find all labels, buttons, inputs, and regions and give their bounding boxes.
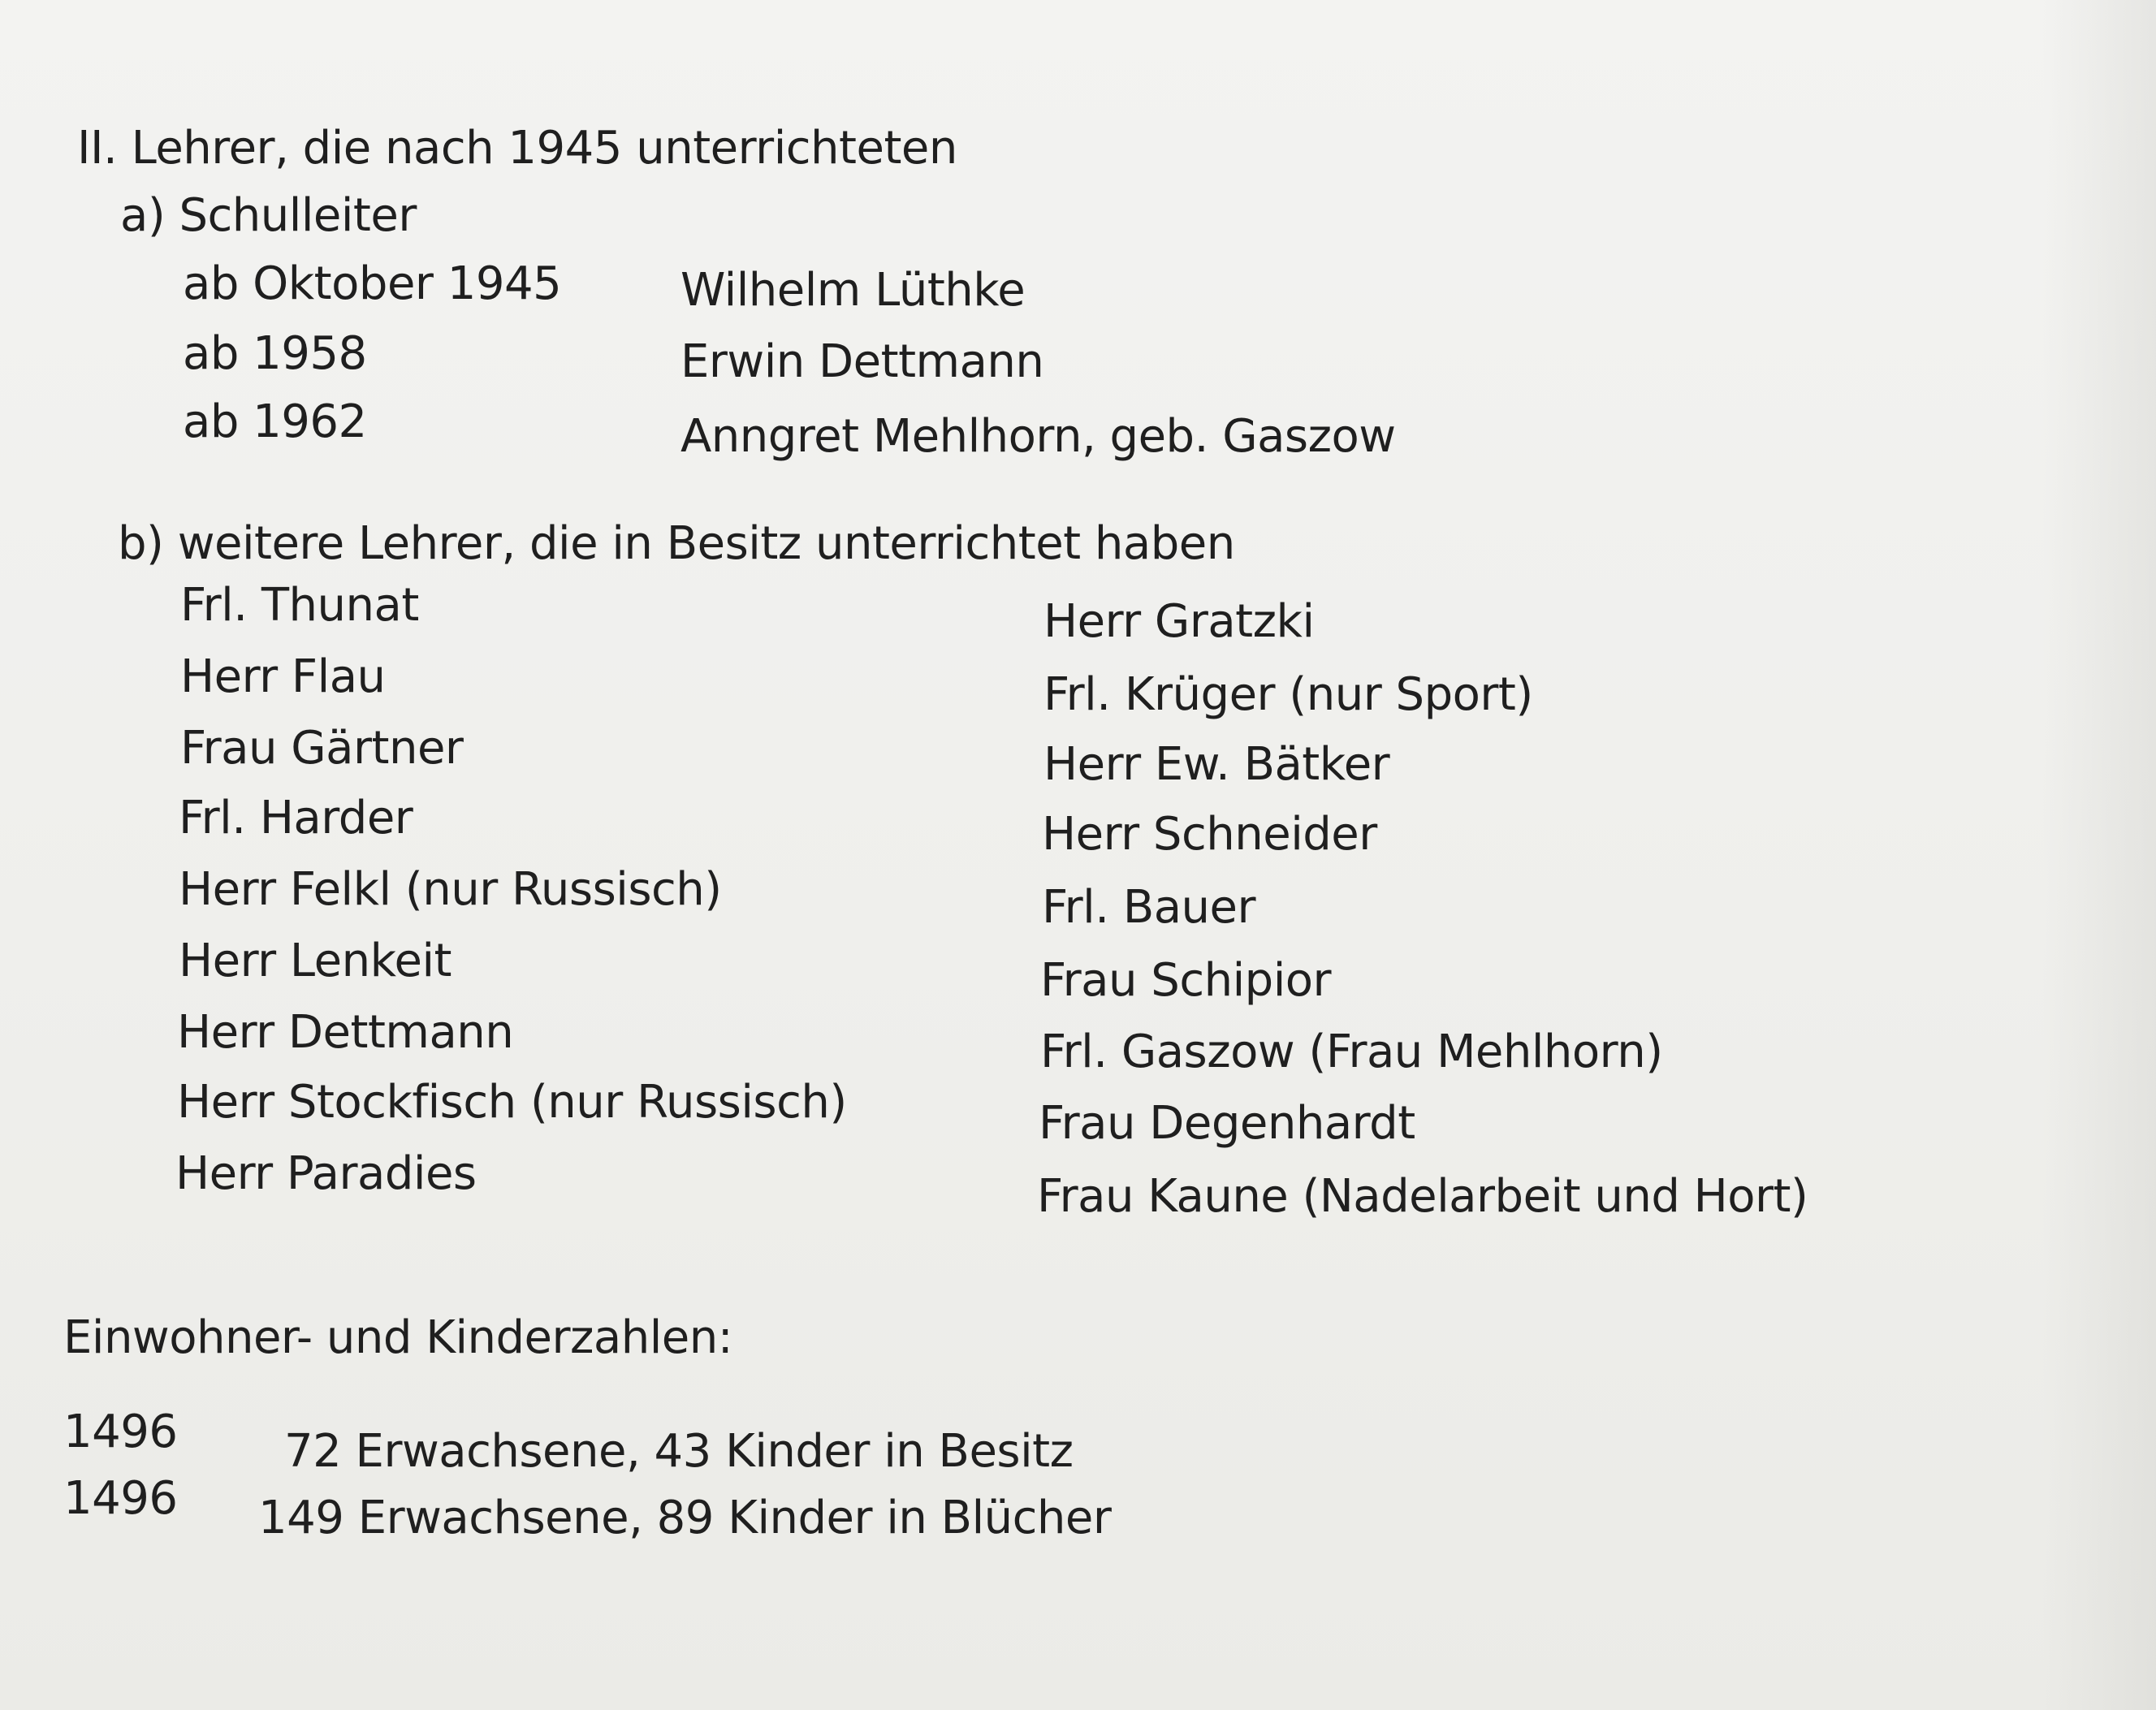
population-detail: 72 Erwachsene, 43 Kinder in Besitz [284,1425,1074,1478]
teacher-right: Herr Schneider [1042,808,1377,861]
teacher-right: Frau Degenhardt [1039,1097,1415,1150]
principal-period: ab Oktober 1945 [183,257,562,310]
teacher-right: Herr Gratzki [1043,595,1315,648]
population-heading: Einwohner- und Kinderzahlen: [63,1311,733,1364]
principal-period: ab 1962 [183,395,367,448]
principal-name: Erwin Dettmann [681,335,1044,388]
teacher-right: Herr Ew. Bätker [1043,738,1390,791]
principal-period: ab 1958 [183,327,367,380]
teacher-left: Herr Flau [180,650,386,703]
teacher-right: Frau Kaune (Nadelarbeit und Hort) [1037,1170,1808,1223]
teacher-right: Frl. Krüger (nur Sport) [1043,668,1533,721]
teacher-left: Herr Lenkeit [179,935,452,987]
principal-name: Wilhelm Lüthke [681,264,1026,317]
page-edge-shadow [2042,0,2156,1710]
population-year: 1496 [63,1406,178,1458]
teacher-right: Frl. Bauer [1042,881,1256,934]
principal-name: Anngret Mehlhorn, geb. Gaszow [681,410,1396,463]
section-heading: II. Lehrer, die nach 1945 unterrichteten [77,122,957,175]
teacher-left: Frl. Thunat [180,579,419,632]
population-detail: 149 Erwachsene, 89 Kinder in Blücher [258,1492,1112,1544]
teacher-left: Frau Gärtner [180,722,464,775]
section-b-label: b) weitere Lehrer, die in Besitz unterrichtet haben [118,517,1235,570]
teacher-left: Herr Paradies [175,1147,477,1200]
teacher-left: Herr Felkl (nur Russisch) [179,863,722,916]
teacher-right: Frau Schipior [1040,954,1332,1007]
population-year: 1496 [63,1472,178,1525]
teacher-right: Frl. Gaszow (Frau Mehlhorn) [1040,1026,1663,1078]
teacher-left: Herr Dettmann [177,1006,514,1059]
teacher-left: Frl. Harder [179,792,413,844]
section-a-label: a) Schulleiter [120,189,417,242]
teacher-left: Herr Stockfisch (nur Russisch) [177,1076,847,1129]
